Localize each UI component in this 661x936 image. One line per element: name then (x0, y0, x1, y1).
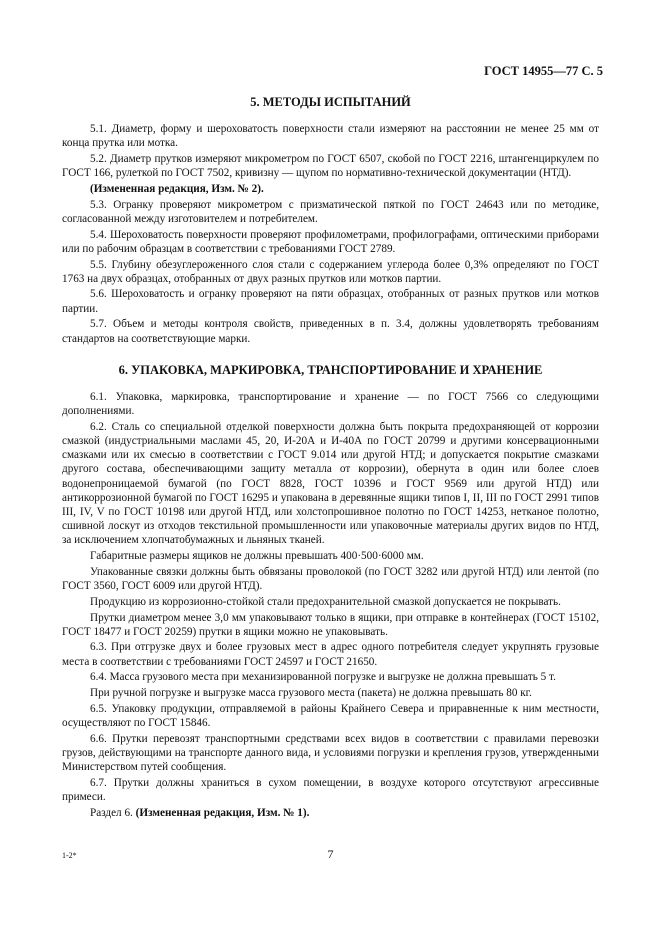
paragraph-5-4: 5.4. Шероховатость поверхности проверяют профилометрами, профилографами, оптическими приборами или по рабочим образцам в соответствии с требованиями ГОСТ 2789. (62, 228, 599, 255)
document-header: ГОСТ 14955—77 С. 5 (484, 64, 603, 78)
paragraph-6-5: 6.5. Упаковку продукции, отправляемой в районы Крайнего Севера и приравненные к ним местности, осуществляют по ГОСТ 15846. (62, 702, 599, 729)
paragraph-6-2: 6.2. Сталь со специальной отделкой поверхности должна быть покрыта предохраняющей от коррозии смазкой (индустриальными маслами 45, 20, И-20А и И-40А по ГОСТ 20799 и другими консервационными смазками или их смесью в соответствии с ГОСТ 9.014 или другой НТД; и допускается покрытие смазками другого состава, обеспечивающими защиту металла от коррозии), обернута в один или более слоев водонепроницаемой бумагой (по ГОСТ 8828, ГОСТ 10396 и ГОСТ 9569 или другой НТД) или антикоррозионной бумагой по ГОСТ 16295 и упакована в деревянные ящики типов I, II, III по ГОСТ 2991 типов III, IV, V по ГОСТ 10198 или другой НТД, или холстопрошивное полотно по ГОСТ 14253, нетканое полотно, сшивной лоскут из отходов текстильной промышленности или упаковочные материалы других видов по НТД, за исключением хлопчатобумажных и льняных тканей. (62, 420, 599, 547)
document-body (62, 95, 599, 821)
paragraph-5-2: 5.2. Диаметр прутков измеряют микрометром по ГОСТ 6507, скобой по ГОСТ 2216, штангенциркулем по ГОСТ 166, рулеткой по ГОСТ 7502, кривизну — щупом по нормативно-технической документации (НТД). (62, 153, 599, 180)
paragraph-5-1: 5.1. Диаметр, форму и шероховатость поверхности стали измеряют на расстоянии не менее 25 мм от конца прутка или мотка. (62, 123, 599, 150)
paragraph-box-size: Габаритные размеры ящиков не должны превышать 400·500·6000 мм. (90, 550, 424, 563)
paragraph-6-1: 6.1. Упаковка, маркировка, транспортирование и хранение — по ГОСТ 7566 со следующими дополнениями. (62, 390, 599, 418)
amendment-note-1 (62, 806, 599, 820)
paragraph-6-3: 6.3. При отгрузке двух и более грузовых мест в адрес одного потребителя следует укрупнять грузовые места в соответствии с требованиями ГОСТ 24597 и ГОСТ 21650. (62, 641, 599, 668)
paragraph-6-7: 6.7. Прутки должны храниться в сухом помещении, в воздухе которого отсутствуют агрессивные примеси. (62, 776, 599, 803)
section-5-title: 5. МЕТОДЫ ИСПЫТАНИЙ (250, 95, 411, 109)
section-6-title: 6. УПАКОВКА, МАРКИРОВКА, ТРАНСПОРТИРОВАНИЕ И ХРАНЕНИЕ (118, 362, 543, 377)
paragraph-5-3: 5.3. Огранку проверяют микрометром с призматической пяткой по ГОСТ 24643 или по методике, согласованной между изготовителем и потребителем. (62, 198, 599, 225)
paragraph-corrosion-resistant: Продукцию из коррозионно-стойкой стали предохранительной смазкой допускается не покрывать. (90, 595, 561, 608)
paragraph-6-4: 6.4. Масса грузового места при механизированной погрузке и выгрузке не должна превышать 5 т. (90, 671, 556, 684)
paragraph-5-5: 5.5. Глубину обезуглероженного слоя стали с содержанием углерода более 0,3% определяют по ГОСТ 1763 на двух образцах, отобранных от двух разных прутков или мотков партии. (62, 258, 599, 285)
page-number: 7 (327, 847, 334, 861)
amendment-prefix: Раздел 6. (90, 806, 136, 819)
amendment-bold: (Измененная редакция, Изм. № 1). (135, 806, 310, 819)
amendment-note-2: (Измененная редакция, Изм. № 2). (90, 183, 264, 196)
footer-code: 1-2* (62, 851, 77, 860)
paragraph-manual-loading: При ручной погрузке и выгрузке масса грузового места (пакета) не должна превышать 80 кг. (90, 687, 532, 700)
paragraph-5-7: 5.7. Объем и методы контроля свойств, приведенных в п. 3.4, должны удовлетворять требованиям стандартов на соответствующие марки. (62, 318, 599, 345)
paragraph-bundles: Упакованные связки должны быть обвязаны проволокой (по ГОСТ 3282 или другой НТД) или лентой (по ГОСТ 3560, ГОСТ 6009 или другой НТД). (62, 565, 599, 593)
paragraph-6-6: 6.6. Прутки перевозят транспортными средствами всех видов в соответствии с правилами перевозки грузов, действующими на транспорте данного вида, и условиями погрузки и крепления грузов, утвержденными Министерством путей сообщения. (62, 732, 599, 774)
paragraph-5-6: 5.6. Шероховатость и огранку проверяют на пяти образцах, отобранных от разных прутков или мотков партии. (62, 288, 599, 315)
paragraph-small-diameter: Прутки диаметром менее 3,0 мм упаковывают только в ящики, при отправке в контейнерах (ГОСТ 15102, ГОСТ 18477 и ГОСТ 20259) прутки в ящики можно не упаковывать. (62, 611, 599, 638)
